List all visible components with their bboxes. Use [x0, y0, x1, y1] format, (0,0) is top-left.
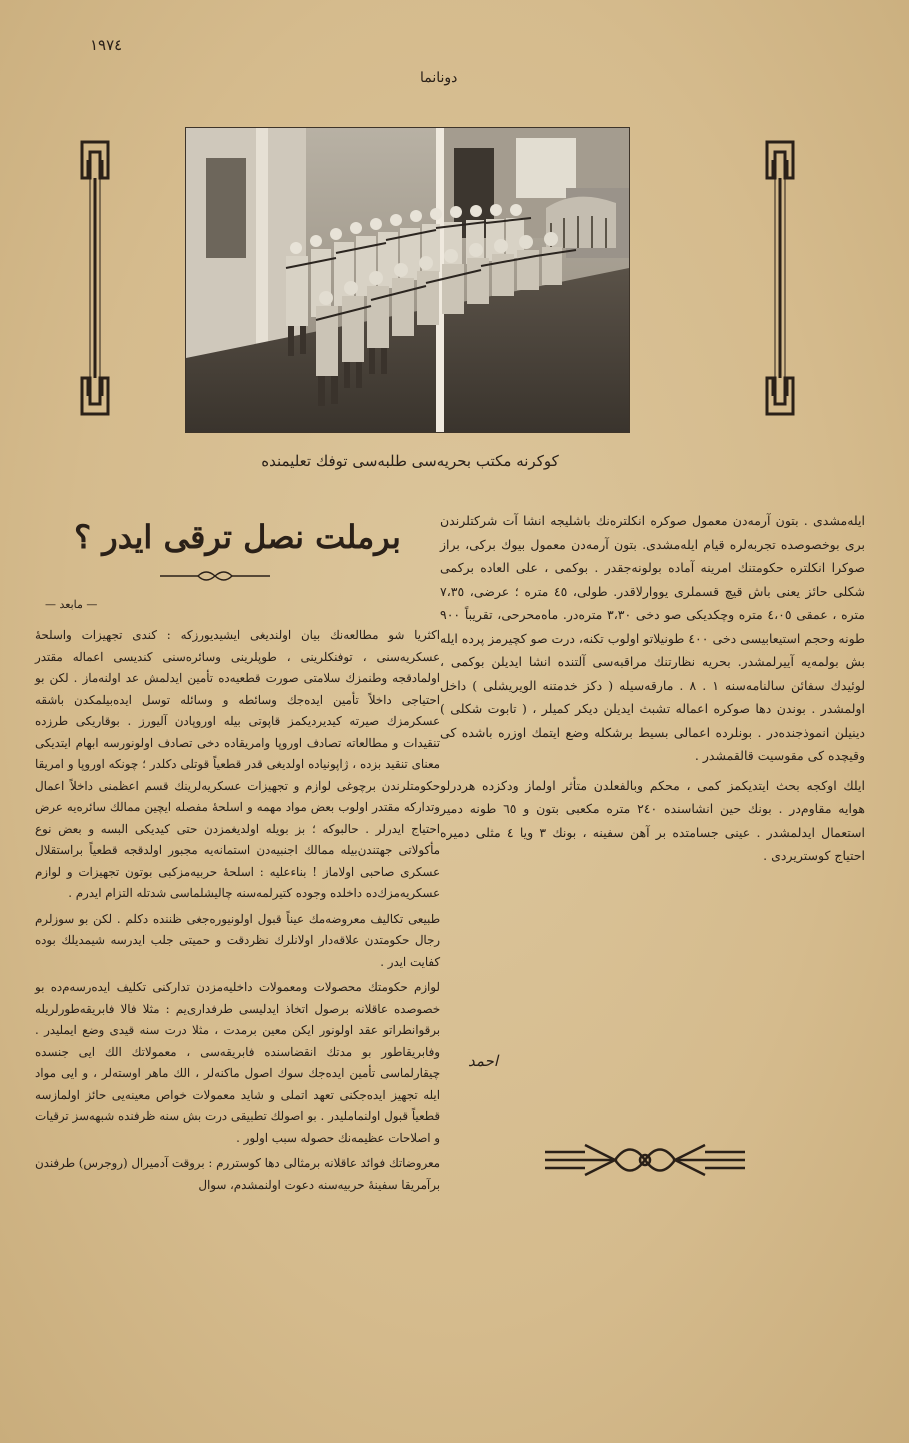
article-heading: برملت نصل ترقی ایدر ؟ — [74, 518, 401, 556]
journal-title: دونانما — [420, 70, 458, 86]
left-paragraph-3: لوازم حکومتك محصولات ومعمولات داخلیه‌مزدن تدارکنی تکلیف ایده‌رسه‌م‌ده بو خصوصده عاقلانه برصول اتخاذ ایدلیسی طرفداری‌یم : مثلا فالا فابریقه‌طورلریله برقوانطراتو عقد اولونور ایکن معین برمدت ، مثلا درت سنه قیدی وضع ایملیدر . وفابریقاطور بو مدتك انقضاسنده فابریقه‌سی ، معمولاتك الك ایی جنسده چیقارلماسی تأمین ایده‌جك سوك اصول ماکنه‌لر ، الك ماهر اوسته‌لر ، و ایی مواد ایله تجهیز ایده‌جکنی تعهد اتملی و شاید معمولات خواص معینه‌یی حائز اولمازسه قطعیاً قبول اولنماملیدر . بو اصولك تطبیقی درت بش سنه ظرفنده شبهه‌سز ترقیات و اصلاحات عظیمه‌نك حصوله سبب اولور . — [35, 980, 440, 1145]
left-column-article — [35, 625, 440, 1196]
page-number: ١٩٧٤ — [90, 36, 123, 54]
cadets-rifle-training-photo — [185, 127, 630, 433]
heading-divider-ornament — [160, 568, 270, 584]
right-paragraph-2: ایلك اوکجه بحث ایتدیکمز کمی ، محکم وبالفعلدن متأثر اولماز ودکزده هردرلو هوایه مقاوم‌در . بونك حین انشاسنده ٢٤٠ متره مکعبی بتون و ٦٥ طونه دمیر استعمال ایدلمشدر . عینی جسامتده بر آهن سفینه ، بونك ٣ ویا ٤ مثلی دمیره احتیاج کوستریردی . — [440, 777, 865, 863]
right-paragraph-1: ایله‌مشدی . بتون آرمه‌دن معمول صوکره انکلترەنك باشلیجه انشا آت شرکتلرندن بری بوخصوصده تجربه‌لره قیام ایله‌مشدی. بتون آرمه‌دن معمول بیوك بركی، براز صوکرا انکلتره حکومتنك امرینه آماده بولونه‌جقدر . بوکمی ، علی العاده برکمی شکلی حائز یعنی باش قیچ قسملری یووارلاقدر. طولی، ٤٥ متره ؛ عرضی، ٧،٣٥ متره ، عمقی ٤،٠٥ متره وچکدیکی صو دخی ٣،٣٠ متره‌در. ماەمحرحی، تقریباً ٩٠٠ طونه وحجم استیعابیسی دخی ٤٠٠ طونیلاتو اولوب تکنه، درت صو کچیرمز پرده ایله بش بولمه‌یه آییرلمشدر. بحریه نظارتنك مراقبه‌سی آلتنده انشا ایدیلن بوکمی ، لوئیدك سفائن سالنامه‌سنه ١ . ٨ . مارقه‌سیله ( دکز خدمتنه الویریشلی ) داخل اولمشدر . بوندن دها صوکره اعماله تشبث ایدیلن دیکر کمیلر ، ( تابوت شکلی ) دینیلن انموذجنده‌در . بونلرده اعمالی بسیط برشکله وضع ایتمك اوزره باشده کی وقیچده کی مقوسیت قالقمشدر . — [440, 513, 866, 763]
photo-illustration — [186, 128, 629, 432]
left-side-ornament — [78, 138, 112, 418]
left-paragraph-2: طبیعی تکالیف معروضه‌مك عیناً قبول اولونیوره‌جغی ظننده دکلم . لکن بو سوزلرم رجال حکومتدن علاقه‌دار اولانلرك نظردقت و حمیتی جلب ایدرسه شیمدیلك بوده کفایت ایدر . — [35, 911, 440, 969]
right-side-ornament — [763, 138, 797, 418]
end-ornament — [545, 1137, 745, 1183]
left-paragraph-1: اکثریا شو مطالعه‌نك بیان اولندیغی ایشیدیورزکه : کندی تجهیزات واسلحۀ عسکریه‌سنی ، توفنکلرینی ، طوپلرینی وسائره‌سنی کندیسی اعماله مقتدر اولمادقجه وطنمزك سلامتی صورت قطعیه‌ده تأمین ایدلمش عد اولنه‌ماز . لکن بو احتیاجی داخلاً تأمین ایده‌جك وسائطه و وسائله توسل ایده‌بیلمکدن باشقه عسکرمزك صیرته کیدیردیکمز قاپوتی بیله اوروپادن آلیورز . بوقاریکی طرزده تنقیدات و مطالعاته تصادف اوروپا وامریقاده دخی تصادف اولونورسه ابهام ایتدیکی معنای تنقید بزده ، ژاپونیاده اولدیغی قدر قطعیاً قوتلی دکلدر ؛ چونکه اوروپا و امریقا حکومتلرندن برچوغی لوازم و تجهیزات عسکریه‌لرینك قسم اعظمنی داخلاً اعمال وتدارکه مقتدر اولوب بعض مواد مهمه و اسلحۀ مفصله ایچین ممالك سائره‌یه عرض احتیاج ایدرلر . حالبوکه ؛ بز بویله اولدیغمزدن حتی کیدیکی البسه و بعض نوع مأکولاتی جهتندن‌بیله ممالك اجنبیه‌دن استمانه‌یه مجبور اولدقجه قطعیاً براستقلال عسکری صاحبی اولاماز ! بناءعلیه : اسلحۀ حربیه‌مزکبی بوتون تجهیزات و لوازم عسکریه‌مزك‌ده داخلده وجوده کتیرلمه‌سنه چالیشلماسی شدتله التزام ایدرم . — [35, 628, 440, 900]
author-signature: احمد — [468, 1052, 498, 1070]
left-paragraph-4: معروضاتك فوائد عاقلانه برمثالی دها کوستررم : بروقت آدمیرال (روجرس) طرفندن برآمریقا سفینۀ حربیه‌سنه دعوت اولنمشدم، سوال — [35, 1156, 440, 1192]
right-column-article — [440, 509, 865, 868]
photo-caption: کوکرنه مکتب بحریه‌سی طلبه‌سی توفك تعلیمنده — [261, 452, 559, 470]
article-byline: — مابعد — — [45, 598, 98, 611]
